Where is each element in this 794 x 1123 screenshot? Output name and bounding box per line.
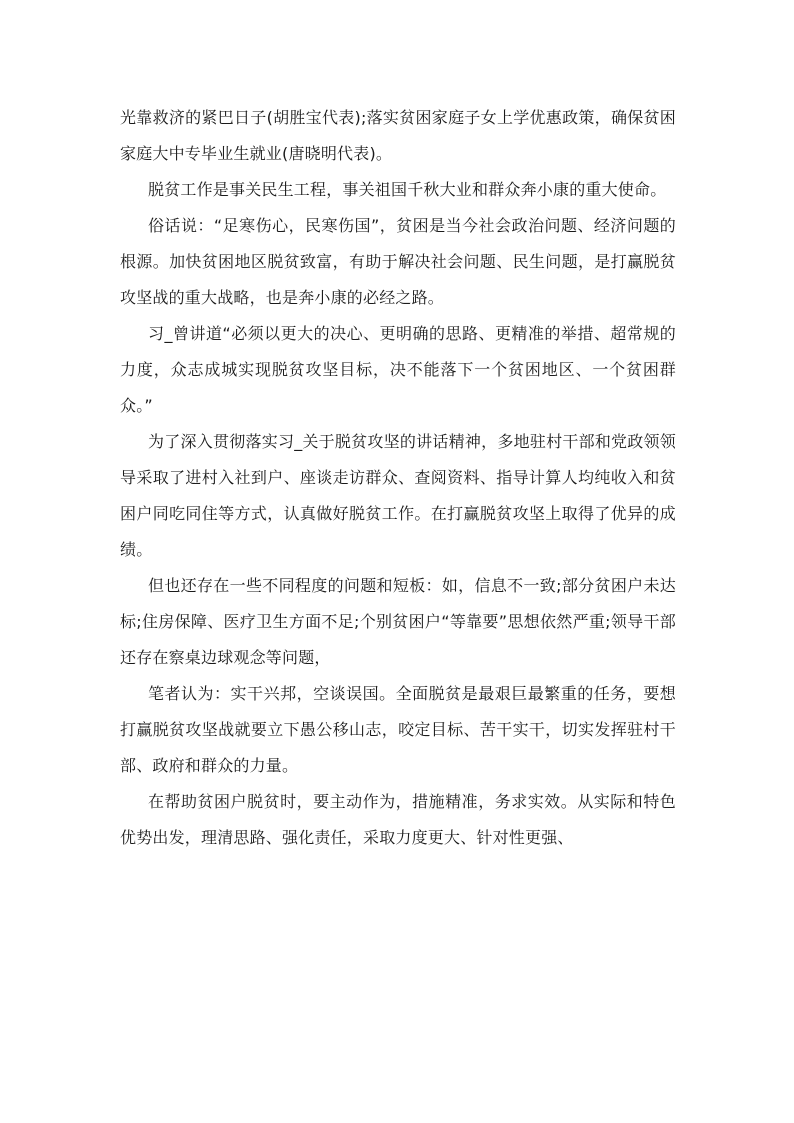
paragraph: 为了深入贯彻落实习_关于脱贫攻坚的讲话精神，多地驻村干部和党政领领导采取了进村入社到户、座谈走访群众、查阅资料、指导计算人均纯收入和贫困户同吃同住等方式，认真做好脱贫工作。在打赢脱贫攻坚上取得了优异的成绩。	[120, 432, 676, 559]
paragraph: 俗话说：“足寒伤心，民寒伤国”，贫困是当今社会政治问题、经济问题的根源。加快贫困地区脱贫致富，有助于解决社会问题、民生问题，是打赢脱贫攻坚战的重大战略，也是奔小康的必经之路。	[120, 216, 676, 307]
document-body	[120, 100, 676, 856]
paragraph: 但也还存在一些不同程度的问题和短板：如，信息不一致;部分贫困户未达标;住房保障、医疗卫生方面不足;个别贫困户“等靠要”思想依然严重;领导干部还存在察桌边球观念等问题，	[120, 576, 676, 667]
paragraph-continuation: 光靠救济的紧巴日子(胡胜宝代表);落实贫困家庭子女上学优惠政策，确保贫困家庭大中专毕业生就业(唐晓明代表)。	[120, 108, 676, 163]
paragraph: 笔者认为：实干兴邦，空谈误国。全面脱贫是最艰巨最繁重的任务，要想打赢脱贫攻坚战就要立下愚公移山志，咬定目标、苦干实干，切实发挥驻村干部、政府和群众的力量。	[120, 684, 676, 775]
paragraph: 脱贫工作是事关民生工程，事关祖国千秋大业和群众奔小康的重大使命。	[148, 180, 667, 199]
paragraph: 在帮助贫困户脱贫时，要主动作为，措施精准，务求实效。从实际和特色优势出发，理清思路、强化责任，采取力度更大、针对性更强、	[120, 792, 676, 847]
paragraph: 习_曾讲道“必须以更大的决心、更明确的思路、更精准的举措、超常规的力度，众志成城实现脱贫攻坚目标，决不能落下一个贫困地区、一个贫困群众。”	[120, 324, 676, 415]
